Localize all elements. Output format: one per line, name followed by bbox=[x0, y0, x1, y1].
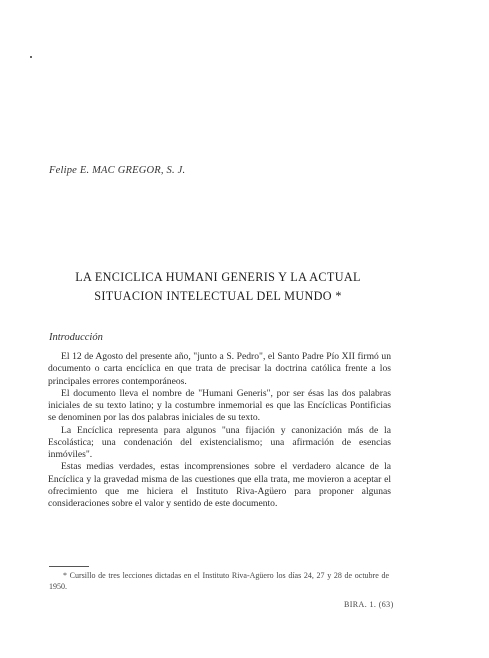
paragraph: El 12 de Agosto del presente año, "junto a S. Pedro", el Santo Padre Pío XII firmó un documento o carta encíclica en que trata de precisar la doctrina católica frente a los principales errores contemporáneos. bbox=[48, 351, 391, 387]
paragraph: Estas medias verdades, estas incomprensiones sobre el verdadero alcance de la Encíclica y la gravedad misma de las cuestiones que ella trata, me movieron a aceptar el ofrecimiento que me hiciera el Instituto Riva-Agüero para proponer algunas consideraciones sobre el valor y sentido de este documento. bbox=[48, 461, 391, 509]
author-name: Felipe E. MAC GREGOR, S. J. bbox=[49, 165, 186, 176]
scan-speck bbox=[30, 56, 32, 58]
footnote-divider bbox=[49, 566, 89, 567]
body-text bbox=[48, 351, 391, 510]
paragraph: El documento lleva el nombre de "Humani Generis", por ser ésas las dos palabras iniciales de su texto latino; y la costumbre inmemorial es que las Encíclicas Pontificias se denominen por las dos palabras iniciales de su texto. bbox=[48, 387, 391, 424]
article-title-line-2: SITUACION INTELECTUAL DEL MUNDO * bbox=[94, 289, 342, 303]
page-reference: BIRA. 1. (63) bbox=[344, 600, 394, 609]
section-heading: Introducción bbox=[49, 332, 103, 343]
footnote: * Cursillo de tres lecciones dictadas en el Instituto Riva-Agüero los días 24, 27 y 28 de octubre de 1950. bbox=[49, 571, 389, 591]
article-title-line-1: LA ENCICLICA HUMANI GENERIS Y LA ACTUAL bbox=[75, 270, 361, 284]
paragraph: La Encíclica representa para algunos "una fijación y canonización más de la Escolástica; una condenación del existencialismo; una afirmación de esencias inmóviles". bbox=[48, 424, 391, 460]
